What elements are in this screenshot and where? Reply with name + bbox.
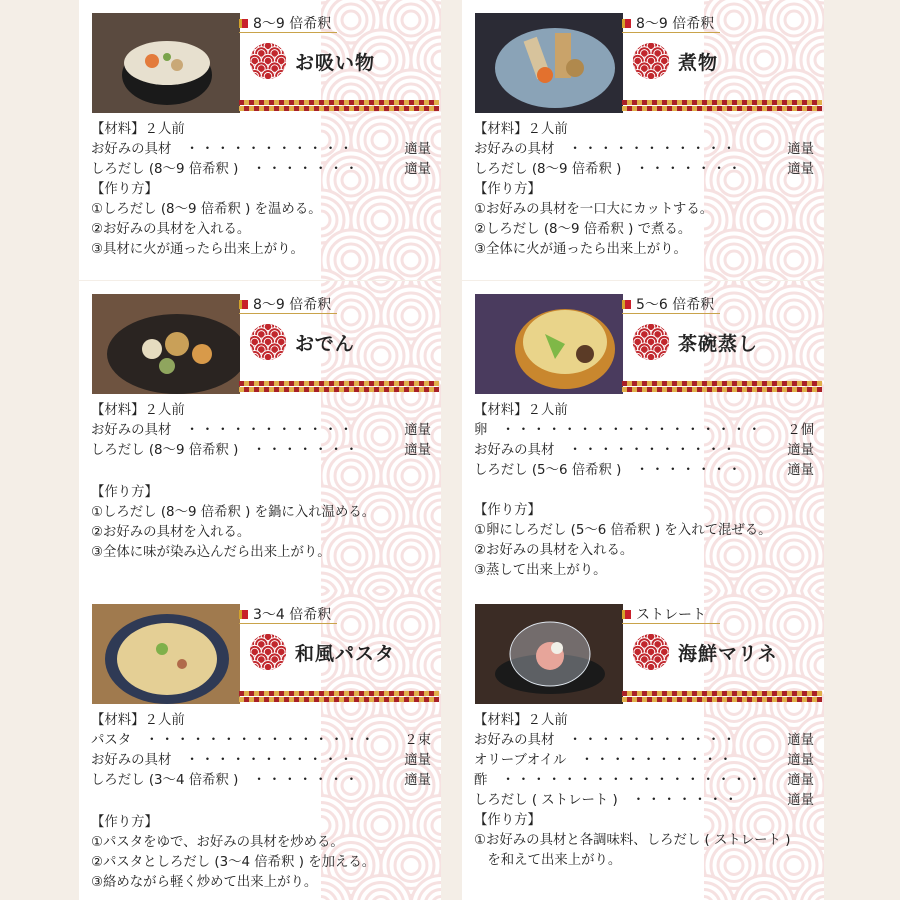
- ingredient-amount: 適量: [787, 443, 814, 458]
- ingredient-name: お好みの具材: [91, 753, 172, 768]
- ingredient-row: [91, 421, 431, 441]
- ingredient-amount: 適量: [404, 142, 431, 157]
- ingredient-row: [474, 461, 814, 481]
- ingredient-name: お好みの具材: [91, 142, 172, 157]
- ingredient-name: お好みの具材: [474, 443, 555, 458]
- checker-border-lower: [622, 387, 822, 392]
- ingredient-amount: 適量: [404, 162, 431, 177]
- recipe-card: [79, 281, 441, 591]
- method-step: ②パスタとしろだし (3〜4 倍希釈 ) を加える。: [91, 855, 376, 870]
- checker-border-lower: [622, 697, 822, 702]
- dish-title: 茶碗蒸し: [678, 332, 759, 355]
- ingredient-row: [91, 731, 431, 751]
- dilution-marker-icon: [622, 610, 631, 619]
- method-step: ②お好みの具材を入れる。: [91, 222, 251, 237]
- ingredient-name: お好みの具材: [91, 423, 172, 438]
- photo-frame: [475, 604, 623, 704]
- dish-heading: [249, 633, 395, 671]
- dish-title: お吸い物: [295, 51, 376, 74]
- photo-frame: [475, 294, 623, 394]
- ingredient-name: 卵: [474, 423, 488, 438]
- dilution-text: ストレート: [636, 607, 706, 623]
- ingredient-row: [474, 140, 814, 160]
- ingredient-amount: 適量: [787, 142, 814, 157]
- dilution-label: [239, 604, 331, 624]
- ingredient-name: お好みの具材: [474, 733, 555, 748]
- ingredient-amount: 適量: [787, 773, 814, 788]
- ingredient-name: しろだし (5〜6 倍希釈 ): [474, 463, 622, 478]
- materials-header: 【材料】２人前: [474, 122, 568, 137]
- method-step: ③全体に味が染み込んだら出来上がり。: [91, 545, 331, 560]
- ingredient-amount: 適量: [404, 753, 431, 768]
- photo-frame: [92, 604, 240, 704]
- seigaiha-emblem-icon: [249, 633, 287, 671]
- dish-photo: [475, 604, 623, 704]
- divider: [622, 32, 720, 33]
- method-step: ②しろだし (8〜9 倍希釈 ) で煮る。: [474, 222, 692, 237]
- ingredient-row: [91, 771, 431, 791]
- divider: [239, 32, 337, 33]
- method-step: ①パスタをゆで、お好みの具材を炒める。: [91, 835, 344, 850]
- ingredient-leader: ・・・・・・・: [252, 773, 361, 788]
- ingredient-leader: ・・・・・・・: [635, 162, 744, 177]
- ingredient-amount: ２束: [404, 733, 431, 748]
- ingredient-amount: 適量: [404, 773, 431, 788]
- ingredient-name: パスタ: [91, 733, 132, 748]
- dilution-label: [239, 294, 331, 314]
- ingredient-amount: 適量: [787, 753, 814, 768]
- checker-border-lower: [239, 697, 439, 702]
- divider: [622, 313, 720, 314]
- ingredient-row: [474, 441, 814, 461]
- method-step: ①しろだし (8〜9 倍希釈 ) を鍋に入れ温める。: [91, 505, 376, 520]
- ingredient-leader: ・・・・・・・・・・・: [185, 423, 355, 438]
- method-header: 【作り方】: [474, 813, 541, 828]
- dish-title: 和風パスタ: [295, 642, 396, 665]
- dish-title: おでん: [295, 332, 355, 355]
- method-step: ③具材に火が通ったら出来上がり。: [91, 242, 304, 257]
- ingredient-leader: ・・・・・・・: [631, 793, 740, 808]
- method-step: ②お好みの具材を入れる。: [474, 543, 634, 558]
- dish-heading: [632, 42, 718, 80]
- ingredient-name: 酢: [474, 773, 488, 788]
- method-step: ①お好みの具材を一口大にカットする。: [474, 202, 714, 217]
- materials-header: 【材料】２人前: [474, 403, 568, 418]
- recipe-card: [462, 281, 824, 591]
- dilution-label: [239, 13, 331, 33]
- seigaiha-emblem-icon: [249, 323, 287, 361]
- method-step: ③蒸して出来上がり。: [474, 563, 607, 578]
- ingredient-name: しろだし (3〜4 倍希釈 ): [91, 773, 239, 788]
- ingredient-row: [474, 731, 814, 751]
- ingredient-name: しろだし ( ストレート ): [474, 793, 618, 808]
- ingredient-leader: ・・・・・・・・・・・: [568, 142, 738, 157]
- ingredient-leader: ・・・・・・・・・・・: [185, 142, 355, 157]
- ingredient-leader: ・・・・・・・: [252, 443, 361, 458]
- dish-title: 海鮮マリネ: [678, 642, 778, 665]
- ingredient-row: [91, 140, 431, 160]
- ingredient-name: しろだし (8〜9 倍希釈 ): [91, 443, 239, 458]
- dish-photo: [92, 13, 240, 113]
- dish-heading: [249, 42, 375, 80]
- method-header: 【作り方】: [91, 485, 158, 500]
- checker-border-lower: [239, 106, 439, 111]
- recipe-body: [91, 401, 431, 563]
- ingredient-name: しろだし (8〜9 倍希釈 ): [91, 162, 239, 177]
- seigaiha-emblem-icon: [632, 323, 670, 361]
- seigaiha-emblem-icon: [632, 42, 670, 80]
- ingredient-row: [91, 751, 431, 771]
- ingredient-leader: ・・・・・・・: [635, 463, 744, 478]
- photo-frame: [92, 294, 240, 394]
- dilution-text: 8〜9 倍希釈: [636, 16, 715, 32]
- dilution-marker-icon: [239, 300, 248, 309]
- divider: [239, 623, 337, 624]
- ingredient-leader: ・・・・・・・・・・: [580, 753, 735, 768]
- seigaiha-emblem-icon: [632, 633, 670, 671]
- dish-heading: [632, 633, 778, 671]
- ingredient-amount: 適量: [787, 162, 814, 177]
- ingredient-row: [474, 421, 814, 441]
- method-step: ①お好みの具材と各調味料、しろだし ( ストレート ): [474, 833, 791, 848]
- dish-photo: [475, 13, 623, 113]
- method-step: ①しろだし (8〜9 倍希釈 ) を温める。: [91, 202, 322, 217]
- dish-photo: [475, 294, 623, 394]
- ingredient-leader: ・・・・・・・・・・・・・・・: [145, 733, 377, 748]
- checker-border-lower: [239, 387, 439, 392]
- ingredient-leader: ・・・・・・・・・・・: [568, 733, 738, 748]
- dilution-marker-icon: [239, 610, 248, 619]
- recipe-body: [91, 120, 431, 260]
- ingredient-leader: ・・・・・・・・・・・・・・・・・: [501, 773, 764, 788]
- ingredient-leader: ・・・・・・・・・・・・・・・・・: [501, 423, 764, 438]
- method-step: ③全体に火が通ったら出来上がり。: [474, 242, 687, 257]
- ingredient-row: [474, 791, 814, 811]
- materials-header: 【材料】２人前: [474, 713, 568, 728]
- seigaiha-emblem-icon: [249, 42, 287, 80]
- ingredient-amount: 適量: [787, 733, 814, 748]
- dilution-marker-icon: [622, 300, 631, 309]
- ingredient-name: お好みの具材: [474, 142, 555, 157]
- dish-heading: [249, 323, 355, 361]
- checker-border-lower: [622, 106, 822, 111]
- recipe-card: [462, 0, 824, 280]
- method-header: 【作り方】: [474, 503, 541, 518]
- ingredient-row: [474, 160, 814, 180]
- method-header: 【作り方】: [91, 182, 158, 197]
- dilution-marker-icon: [622, 19, 631, 28]
- method-step: を和えて出来上がり。: [474, 853, 622, 868]
- recipe-body: [474, 401, 814, 581]
- method-header: 【作り方】: [474, 182, 541, 197]
- photo-frame: [475, 13, 623, 113]
- recipe-card: [462, 591, 824, 900]
- recipe-body: [91, 711, 431, 893]
- dilution-text: 5〜6 倍希釈: [636, 297, 715, 313]
- method-step: ③絡めながら軽く炒めて出来上がり。: [91, 875, 318, 890]
- dilution-text: 3〜4 倍希釈: [253, 607, 332, 623]
- method-step: ①卵にしろだし (5〜6 倍希釈 ) を入れて混ぜる。: [474, 523, 772, 538]
- ingredient-leader: ・・・・・・・・・・・: [185, 753, 355, 768]
- recipe-card: [79, 0, 441, 280]
- ingredient-amount: 適量: [787, 793, 814, 808]
- ingredient-amount: 適量: [404, 423, 431, 438]
- dilution-label: [622, 604, 706, 624]
- dish-title: 煮物: [678, 51, 719, 74]
- recipe-card: [79, 591, 441, 900]
- materials-header: 【材料】２人前: [91, 713, 185, 728]
- ingredient-leader: ・・・・・・・・・・・: [568, 443, 738, 458]
- method-header: 【作り方】: [91, 815, 158, 830]
- ingredient-row: [474, 771, 814, 791]
- ingredient-row: [474, 751, 814, 771]
- method-step: ②お好みの具材を入れる。: [91, 525, 251, 540]
- materials-header: 【材料】２人前: [91, 122, 185, 137]
- ingredient-name: オリーブオイル: [474, 753, 567, 768]
- divider: [622, 623, 720, 624]
- dilution-text: 8〜9 倍希釈: [253, 16, 332, 32]
- recipe-body: [474, 120, 814, 260]
- dilution-label: [622, 294, 714, 314]
- ingredient-amount: ２個: [787, 423, 814, 438]
- dilution-text: 8〜9 倍希釈: [253, 297, 332, 313]
- materials-header: 【材料】２人前: [91, 403, 185, 418]
- dish-photo: [92, 294, 240, 394]
- ingredient-amount: 適量: [787, 463, 814, 478]
- ingredient-leader: ・・・・・・・: [252, 162, 361, 177]
- dish-heading: [632, 323, 758, 361]
- recipe-body: [474, 711, 814, 871]
- dish-photo: [92, 604, 240, 704]
- photo-frame: [92, 13, 240, 113]
- ingredient-row: [91, 160, 431, 180]
- ingredient-row: [91, 441, 431, 461]
- divider: [239, 313, 337, 314]
- dilution-label: [622, 13, 714, 33]
- ingredient-amount: 適量: [404, 443, 431, 458]
- dilution-marker-icon: [239, 19, 248, 28]
- ingredient-name: しろだし (8〜9 倍希釈 ): [474, 162, 622, 177]
